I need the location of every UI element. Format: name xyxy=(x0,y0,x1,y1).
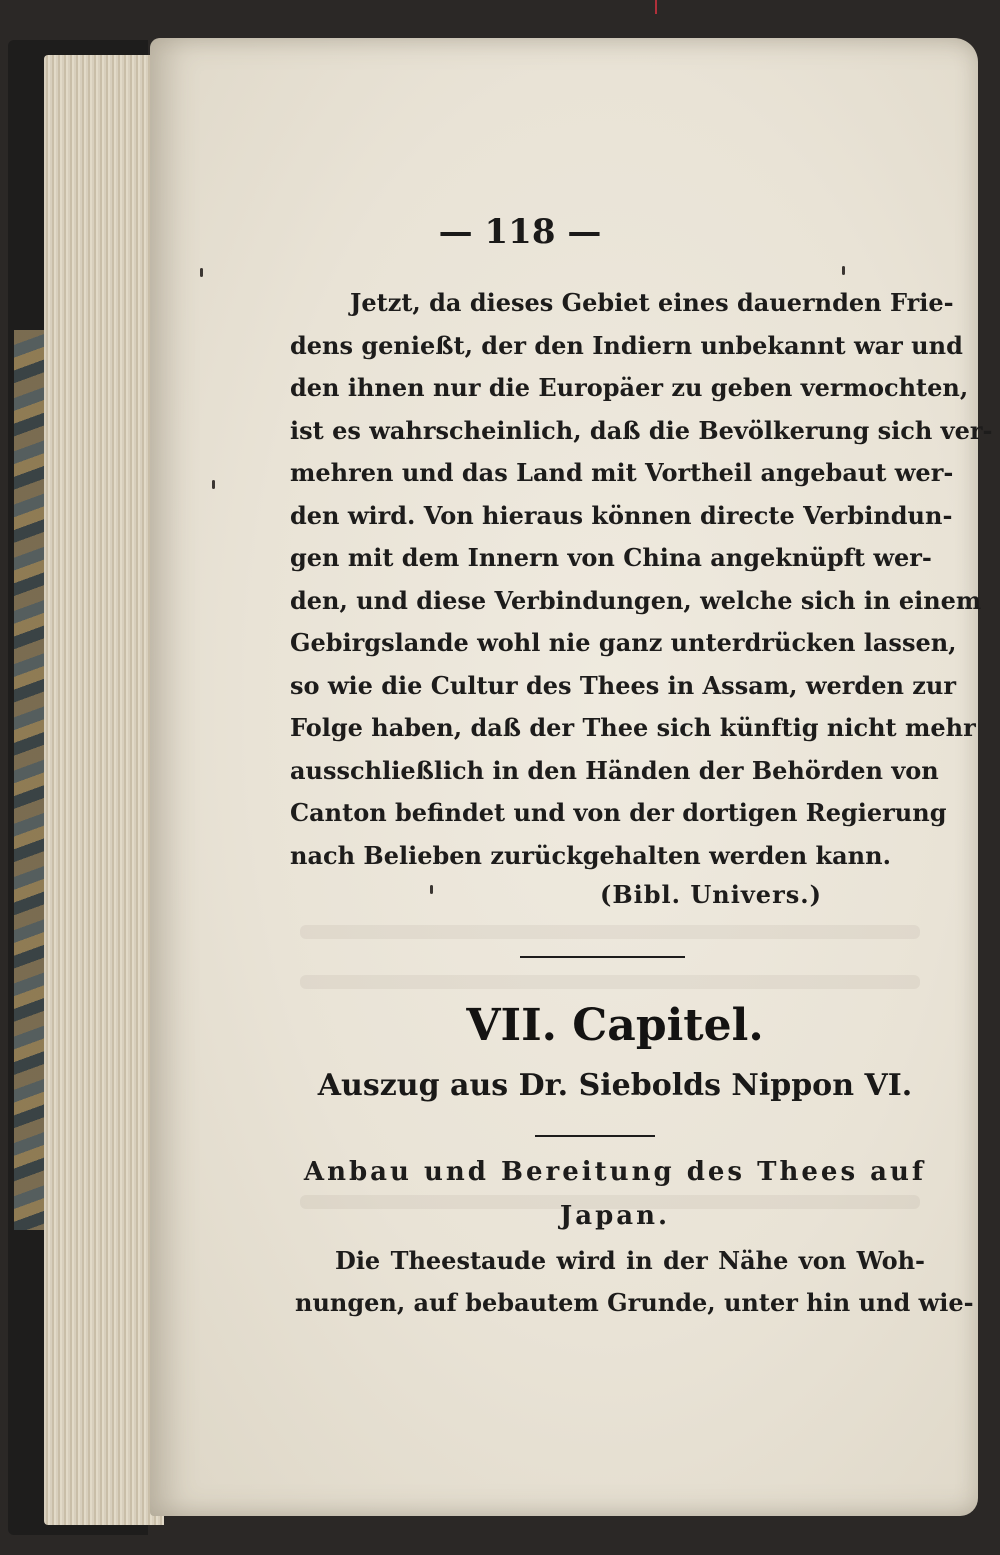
ink-speck xyxy=(200,268,203,277)
bleed-through xyxy=(300,975,920,989)
paragraph-line: nungen, auf bebautem Grunde, unter hin und wie- xyxy=(295,1288,974,1317)
section-heading-line: Japan. xyxy=(559,1201,671,1231)
ink-speck xyxy=(430,885,433,894)
bookmark-ribbon xyxy=(655,0,657,14)
bleed-through xyxy=(300,925,920,939)
section-heading xyxy=(295,1150,935,1238)
paragraph-line: Gebirgslande wohl nie ganz unterdrücken lassen, xyxy=(290,628,957,657)
paragraph-line: ist es wahrscheinlich, daß die Bevölkerung sich ver- xyxy=(290,415,993,445)
chapter-subtitle: Auszug aus Dr. Siebolds Nippon VI. xyxy=(317,1068,913,1103)
paragraph-line: den ihnen nur die Europäer zu geben vermochten, xyxy=(290,373,969,402)
page-number: — 118 — xyxy=(438,212,602,252)
paragraph-line: dens genießt, der den Indiern unbekannt war und xyxy=(290,330,963,360)
paragraph-line: Die Theestaude wird in der Nähe von Woh- xyxy=(335,1246,925,1275)
chapter-title: VII. Capitel. xyxy=(466,1000,764,1051)
section-paragraph xyxy=(295,1240,974,1324)
paragraph-line: den wird. Von hieraus können directe Verbindun- xyxy=(290,500,953,530)
page-edges xyxy=(44,55,164,1525)
paragraph-line: so wie die Cultur des Thees in Assam, werden zur xyxy=(290,670,957,700)
ink-speck xyxy=(212,480,215,489)
paragraph-line: Folge haben, daß der Thee sich künftig nicht mehr xyxy=(290,713,976,742)
divider-rule xyxy=(535,1135,655,1137)
paragraph-line: ausschließlich in den Händen der Behörden von xyxy=(290,755,939,785)
ink-speck xyxy=(842,266,845,275)
divider-rule xyxy=(520,956,685,958)
paragraph-line: nach Belieben zurückgehalten werden kann. xyxy=(290,840,891,870)
paragraph-line: Canton befindet und von der dortigen Regierung xyxy=(290,798,947,827)
section-heading-line: Anbau und Bereitung des Thees auf xyxy=(303,1157,927,1187)
paragraph-line: den, und diese Verbindungen, welche sich in einem xyxy=(290,585,982,615)
source-citation: (Bibl. Univers.) xyxy=(600,880,822,909)
paragraph-line: mehren und das Land mit Vortheil angebaut wer- xyxy=(290,458,954,487)
main-paragraph xyxy=(290,282,993,877)
paragraph-line: Jetzt, da dieses Gebiet eines dauernden Frie- xyxy=(350,288,954,317)
paragraph-line: gen mit dem Innern von China angeknüpft wer- xyxy=(290,543,932,572)
